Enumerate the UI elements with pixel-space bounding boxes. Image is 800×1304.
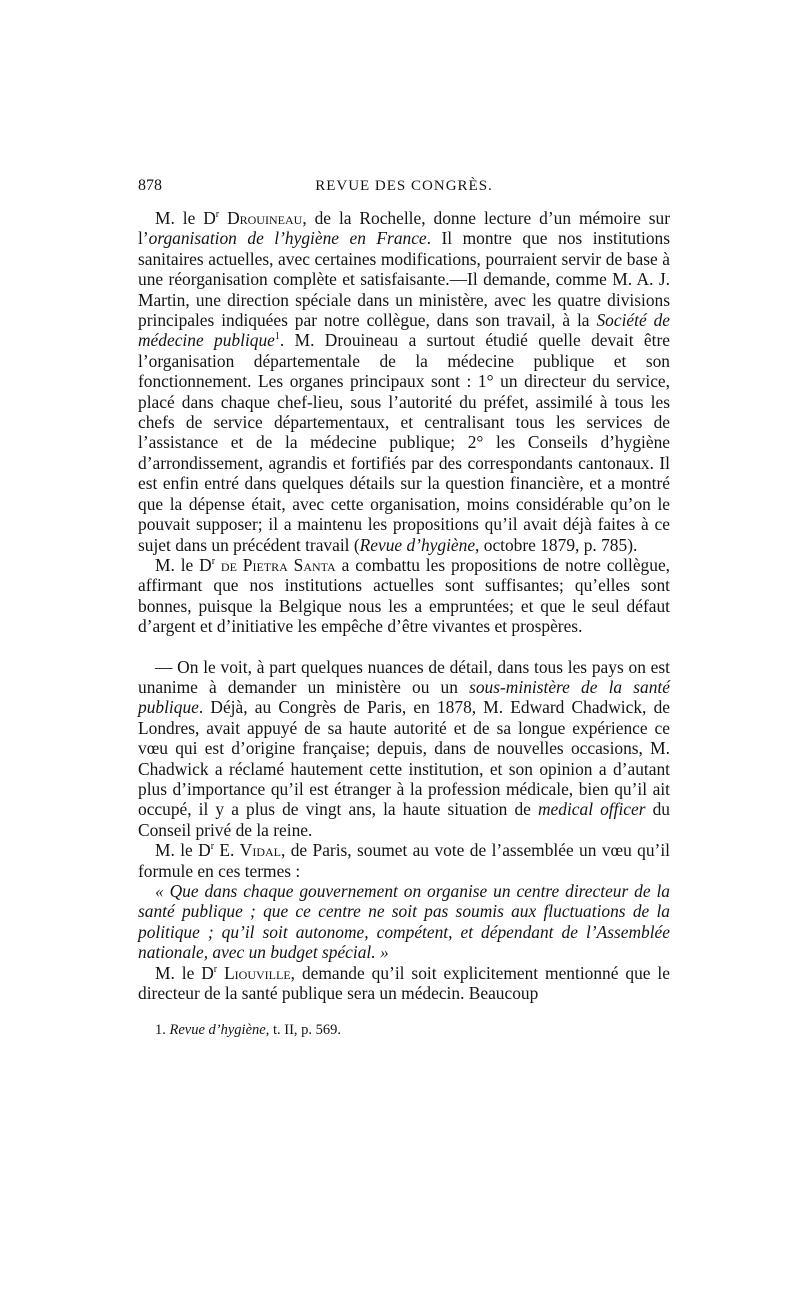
speaker-name: de Pietra Santa <box>220 554 336 575</box>
paragraph-drouineau: M. le $D^r$ Drouineau, de la Rochelle, donne lecture d’un mémoire sur l’organisation de l’hygiène en France. Il montre que nos institutions sanitaires actuelles, avec certaines modifications, pourraient servir de base à une réorganisation complète et satisfaisante.—Il demande, comme M. A. J. Martin, une direction spéciale dans un ministère, avec les quatre divisions principales indiquées par notre collègue, dans son travail, à la Société de médecine publique$^1$. M. Drouineau a surtout étudié quelle devait être l’organisation départementale de la médecine publique et son fonctionnement. Les organes principaux sont : 1° un directeur du service, placé dans chaque chef-lieu, sous l’autorité du préfet, assimilé à tous les chefs de service départementaux, et centralisant tous les services de l’assistance et de la médecine publique; 2° les Conseils d’hygiène d’arrondissement, agrandis et fortifiés par des correspondants cantonaux. Il est enfin entré dans quelques détails sur la question financière, et a montré que la dépense était, avec cette organisation, moins considérable qu’on le pouvait supposer; il a maintenu les propositions qu’il avait déjà faites à ce sujet dans un précédent travail (Revue d’hygiène, octobre 1879, p. 785). <box>138 208 671 555</box>
running-head <box>138 176 670 198</box>
book-page <box>138 176 670 1039</box>
paragraph-resolution-quote: « Que dans chaque gouvernement on organise un centre directeur de la santé publique ; que ce centre ne soit pas soumis aux fluctuations de la politique ; qu’il soit autonome, compétent, et dépendant de l’Assemblée nationale, avec un budget spécial. » <box>138 881 670 963</box>
emphasis: sous-ministère de la santé publique <box>138 676 670 718</box>
speaker-name: Vidal <box>239 840 281 861</box>
page-number: 878 <box>138 177 162 194</box>
footnote: 1. Revue d’hygiène, t. II, p. 569. <box>155 1022 342 1039</box>
memoir-title: organisation de l’hygiène en France <box>148 228 427 249</box>
paragraph-pietra-santa: M. le $D^r$ de Pietra Santa a combattu les propositions de notre collègue, affirmant que nos institutions actuelles sont suffisantes; qu’elles sont bonnes, puisque la Belgique nous les a empruntées; et que le seul défaut d’argent et d’initiative les empêche d’être vivantes et prospères. <box>138 554 671 637</box>
journal-title: Revue d’hygiène <box>359 534 476 555</box>
speaker-name: Liouville <box>224 962 291 983</box>
section-gap <box>138 637 670 657</box>
footnote-ref: 1 <box>274 331 280 343</box>
speaker-name: Drouineau <box>227 208 303 228</box>
footnote-source: Revue d’hygiène <box>169 1022 266 1039</box>
paragraph-ministry: — On le voit, à part quelques nuances de détail, dans tous les pays on est unanime à demander un ministère ou un sous-ministère de la santé publique. Déjà, au Congrès de Paris, en 1878, M. Edward Chadwick, de Londres, avait appuyé de sa haute autorité et de sa longue expérience ce vœu qui est d’origine française; depuis, dans de nouvelles occasions, M. Chadwick a réclamé hautement cette institution, et son opinion a d’autant plus d’importance qu’il est étranger à la profession médicale, bien qu’il ait occupé, il y a plus de vingt ans, la haute situation de medical officer du Conseil privé de la reine. <box>138 656 670 840</box>
emphasis: medical officer <box>537 799 646 820</box>
paragraph-vidal: M. le $D^r$ E. Vidal, de Paris, soumet au vote de l’assemblée un vœu qu’il formule en ces termes : <box>138 840 670 881</box>
running-title: REVUE DES CONGRÈS. <box>315 178 493 194</box>
paragraph-liouville: M. le $D^r$ Liouville, demande qu’il soit explicitement mentionné que le directeur de la santé publique sera un médecin. Beaucoup <box>138 962 670 1004</box>
society-name: Société de médecine publique <box>138 310 671 351</box>
